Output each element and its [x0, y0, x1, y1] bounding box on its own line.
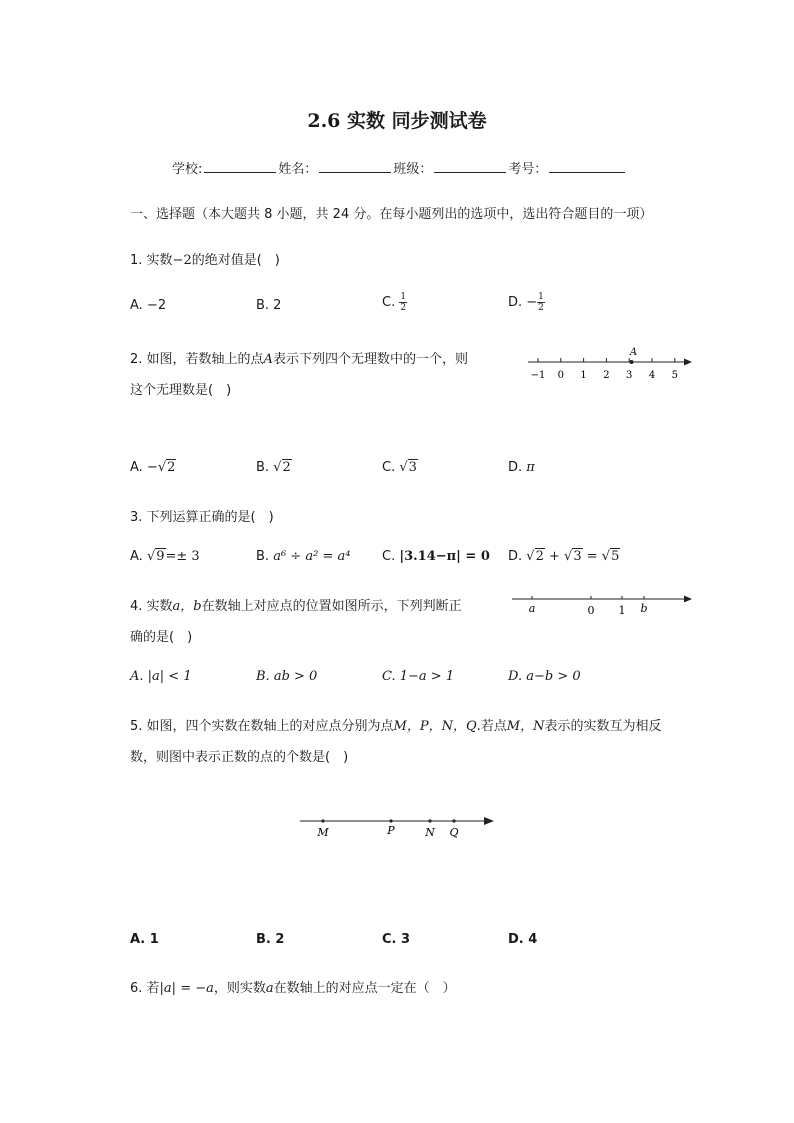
q6-var: a [265, 981, 274, 996]
q1-value: −2 [172, 253, 192, 268]
axis-arrow [684, 359, 692, 366]
frac-denominator: 2 [538, 303, 544, 313]
label-0: 0 [587, 604, 595, 617]
q2-text-a: 2. 如图，若数轴上的点 [130, 352, 264, 367]
sqrt-expr: √2 [273, 460, 291, 475]
q5-number-line [298, 810, 498, 844]
frac-numerator: 1 [400, 292, 407, 302]
q3-option-a-label: A. [130, 549, 143, 564]
q6-expr: |a| = −a [159, 981, 214, 996]
question-1-stem [130, 249, 280, 268]
q6-text-c: 在数轴上的对应点一定在（ ） [273, 981, 456, 996]
label-p: P [387, 824, 395, 837]
radicand: 2 [282, 460, 291, 475]
frac-numerator: 1 [538, 292, 544, 302]
question-4-line-2: 确的是( ) [130, 630, 193, 645]
q4-option-d[interactable]: D. a−b > 0 [508, 669, 581, 684]
q1-option-c[interactable] [382, 292, 407, 313]
exam-no-blank[interactable] [549, 159, 625, 173]
sqrt-expr: √3 [564, 549, 582, 564]
question-4-line-1 [130, 595, 462, 614]
sqrt-expr: √2 [526, 549, 544, 564]
q5-text-a: 5. 如图，四个实数在数轴上的对应点分别为点 [130, 719, 394, 734]
q5-option-c[interactable]: C. 3 [382, 932, 411, 947]
name-blank[interactable] [319, 159, 391, 173]
q1-option-d[interactable] [508, 292, 545, 313]
q3-option-d[interactable]: D. √2 + √3 = √5 [508, 549, 620, 564]
point-a-label: A [629, 347, 638, 358]
sqrt-expr: √2 [157, 460, 176, 475]
q1-option-d-label: D. − [508, 295, 538, 310]
q1-option-d-fraction [537, 292, 545, 313]
q2-option-c-label: C. [382, 460, 396, 475]
q5-option-a[interactable]: A. 1 [130, 932, 159, 947]
question-2-line-1 [130, 348, 468, 367]
q2-option-a[interactable] [130, 460, 176, 475]
q3-option-d-label: D. [508, 549, 523, 564]
point-n [428, 819, 431, 822]
q2-option-b-label: B. [256, 460, 270, 475]
question-6-stem [130, 977, 456, 996]
q3-option-b-expr: a⁶ ÷ a² = a⁴ [273, 549, 351, 564]
tick-label-2: 1 [580, 370, 587, 381]
q1-option-b[interactable]: B. 2 [256, 298, 282, 313]
q3-option-b-label: B. [256, 549, 270, 564]
q4-text-b: 在数轴上对应点的位置如图所示，下列判断正 [201, 599, 462, 614]
q3-option-c[interactable] [382, 549, 490, 564]
label-n: N [425, 826, 435, 839]
q2-option-a-label: A. − [130, 460, 158, 475]
school-label: 学校: [172, 162, 203, 177]
question-5-line-2: 数，则图中表示正数的点的个数是( ) [130, 750, 349, 765]
q2-option-d[interactable] [508, 460, 535, 475]
q3-option-a-rest: =± 3 [165, 549, 200, 564]
q1-option-c-label: C. [382, 295, 396, 310]
q2-option-d-label: D. [508, 460, 523, 475]
q1-text-c: 的绝对值是( ) [191, 253, 280, 268]
sqrt-expr: √3 [399, 460, 417, 475]
question-3-stem: 3. 下列运算正确的是( ) [130, 510, 274, 525]
q5-option-b[interactable]: B. 2 [256, 932, 285, 947]
point-a [629, 360, 633, 364]
point-m [321, 819, 324, 822]
pi-value: π [526, 460, 535, 475]
label-a: a [528, 602, 536, 615]
point-p [389, 819, 392, 822]
tick-label-6: 5 [671, 370, 678, 381]
class-blank[interactable] [434, 159, 506, 173]
q5-vars: M，P，N，Q [393, 719, 477, 734]
tick-label-1: 0 [557, 370, 564, 381]
radicand: 3 [573, 549, 582, 564]
section-heading: 一、选择题（本大题共 8 小题，共 24 分。在每小题列出的选项中，选出符合题目的一项） [130, 207, 653, 222]
q4-option-c[interactable]: C. 1−a > 1 [382, 669, 455, 684]
radicand: 5 [611, 549, 620, 564]
q5-option-d[interactable]: D. 4 [508, 932, 538, 947]
axis-arrow [684, 596, 692, 603]
name-label: 姓名： [278, 162, 318, 177]
question-2-line-2: 这个无理数是( ) [130, 383, 232, 398]
q6-text-b: ，则实数 [213, 981, 266, 996]
class-label: 班级： [393, 162, 433, 177]
student-info-line [172, 158, 627, 177]
school-blank[interactable] [204, 159, 276, 173]
label-1: 1 [618, 604, 626, 617]
q4-number-line [510, 588, 694, 620]
q3-option-c-expr: |3.14−π| = 0 [399, 549, 490, 564]
sqrt-expr: √5 [601, 549, 620, 564]
q4-text-a: 4. 实数 [130, 599, 173, 614]
label-b: b [640, 602, 648, 615]
q6-text-a: 6. 若 [130, 981, 160, 996]
q3-option-c-label: C. [382, 549, 396, 564]
exam-no-label: 考号： [508, 162, 548, 177]
q3-option-a[interactable] [130, 549, 200, 564]
sqrt-expr: √9 [146, 549, 165, 564]
q5-vars2: M，N [506, 719, 545, 734]
q2-option-b[interactable] [256, 460, 292, 475]
point-q [452, 819, 455, 822]
tick-label-3: 2 [603, 370, 610, 381]
q5-text-b: .若点 [476, 719, 507, 734]
q3-option-b[interactable] [256, 549, 350, 564]
q2-var: A [263, 352, 273, 367]
q1-text-a: 1. 实数 [130, 253, 173, 268]
radicand: 2 [167, 460, 176, 475]
q2-number-line [522, 342, 694, 384]
tick-label-5: 4 [648, 370, 656, 381]
tick-label-0: −1 [530, 370, 546, 381]
page-title: 2.6 实数 同步测试卷 [307, 110, 487, 132]
axis-arrow [484, 817, 494, 825]
tick-label-4: 3 [626, 370, 633, 381]
q1-option-c-fraction [399, 292, 407, 313]
radicand: 2 [535, 549, 544, 564]
radicand: 3 [408, 460, 417, 475]
q4-option-a[interactable]: A. |a| < 1 [130, 669, 192, 684]
frac-denominator: 2 [400, 303, 407, 313]
question-5-line-1 [130, 715, 661, 734]
q1-option-a[interactable]: A. −2 [130, 298, 167, 313]
label-q: Q [449, 826, 459, 839]
q4-option-b[interactable]: B. ab > 0 [256, 669, 318, 684]
label-m: M [317, 826, 329, 839]
q2-option-c[interactable] [382, 460, 418, 475]
radicand: 9 [156, 549, 165, 564]
q4-vars: a，b [172, 599, 202, 614]
q5-text-c: 表示的实数互为相反 [544, 719, 662, 734]
q2-text-b: 表示下列四个无理数中的一个，则 [272, 352, 468, 367]
